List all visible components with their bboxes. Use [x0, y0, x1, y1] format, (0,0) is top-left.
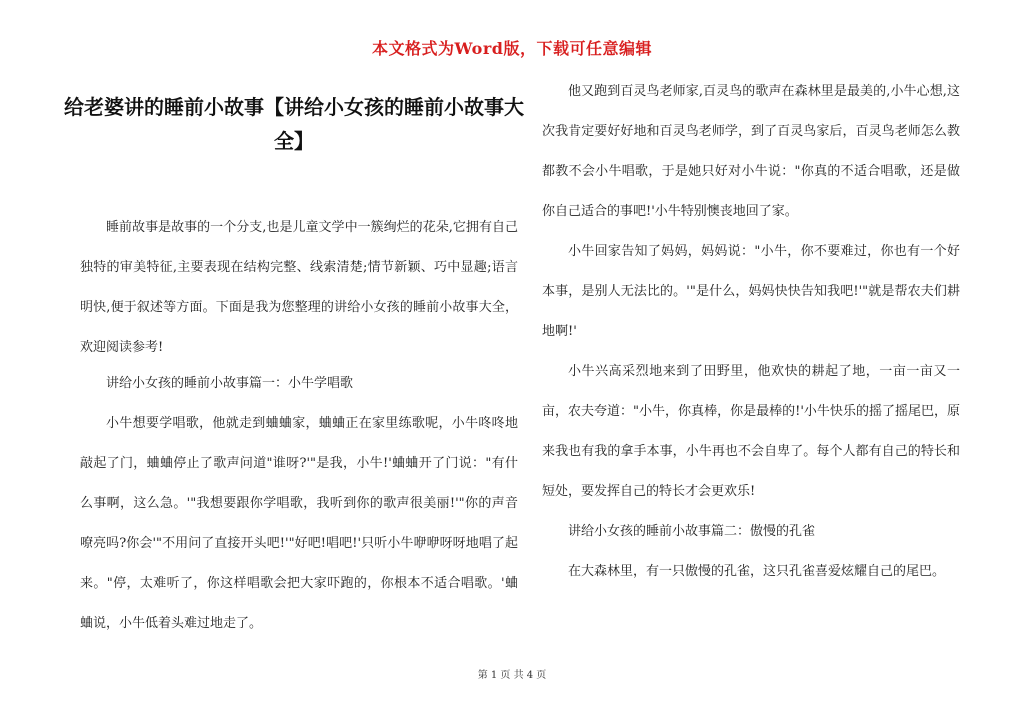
intro-paragraph: 睡前故事是故事的一个分支,也是儿童文学中一簇绚烂的花朵,它拥有自己独特的审美特征,主要表现在结构完整、线索清楚;情节新颖、巧中显趣;语言明快,便于叙述等方面。下面是我为您整理的讲给小女孩的睡前小故事大全，欢迎阅读参考!	[80, 220, 518, 355]
page-number-footer: 第 1 页 共 4 页	[477, 670, 547, 681]
story-one-paragraph-continued: 他又跑到百灵鸟老师家,百灵鸟的歌声在森林里是最美的,小牛心想,这次我肯定要好好地和百灵鸟老师学，到了百灵鸟家后，百灵鸟老师怎么教都教不会小牛唱歌，于是她只好对小牛说："你真的不适合唱歌，还是做你自己适合的事吧!'小牛特别懊丧地回了家。	[542, 84, 960, 219]
story-one-heading: 讲给小女孩的睡前小故事篇一：小牛学唱歌	[106, 376, 354, 391]
document-title: 给老婆讲的睡前小故事【讲给小女孩的睡前小故事大全】	[64, 95, 524, 153]
story-one-paragraph: 小牛想要学唱歌，他就走到蛐蛐家，蛐蛐正在家里练歌呢，小牛咚咚地敲起了门，蛐蛐停止了歌声问道"谁呀?'"是我，小牛!'蛐蛐开了门说："有什么事啊，这么急。'"我想要跟你学唱歌，我听到你的歌声很美丽!'"你的声音嘹亮吗?你会'"不用问了直接开头吧!'"好吧!唱吧!'只听小牛咿咿呀呀地唱了起来。"停，太难听了，你这样唱歌会把大家吓跑的，你根本不适合唱歌。'蛐蛐说，小牛低着头难过地走了。	[80, 416, 518, 631]
story-one-paragraph-mother: 小牛回家告知了妈妈，妈妈说："小牛，你不要难过，你也有一个好本事，是别人无法比的。'"是什么，妈妈快快告知我吧!'"就是帮农夫们耕地啊!'	[542, 244, 960, 339]
story-two-heading: 讲给小女孩的睡前小故事篇二：傲慢的孔雀	[568, 524, 816, 539]
story-one-paragraph-ending: 小牛兴高采烈地来到了田野里，他欢快的耕起了地，一亩一亩又一亩，农夫夸道："小牛，你真棒，你是最棒的!'小牛快乐的摇了摇尾巴，原来我也有我的拿手本事，小牛再也不会自卑了。每个人都有自己的特长和短处，要发挥自己的特长才会更欢乐!	[542, 364, 960, 499]
story-two-paragraph: 在大森林里，有一只傲慢的孔雀，这只孔雀喜爱炫耀自己的尾巴。	[568, 564, 946, 579]
word-format-banner: 本文格式为Word版，下载可任意编辑	[372, 39, 652, 58]
